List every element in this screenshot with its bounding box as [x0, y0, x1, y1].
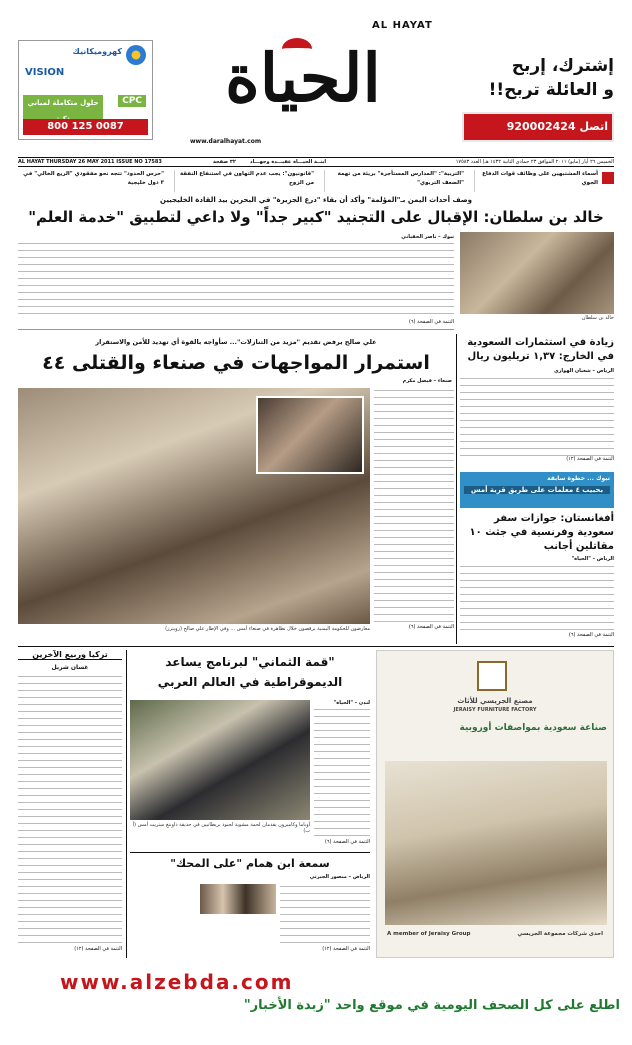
- date-bar: [18, 157, 614, 167]
- lead-caption: خالد بن سلطان: [581, 315, 614, 321]
- hammam-headline[interactable]: سمعة ابن همام "على المحك": [170, 857, 330, 870]
- tabook-ad[interactable]: [460, 472, 614, 508]
- g8-body: [314, 700, 370, 850]
- teaser-4-title: "حرس الحدود" تتجه نحو مفقودي "الريع الخالي" في ٣ دول خليجية: [23, 171, 164, 186]
- afghanistan-byline: الرياض – "الحياة": [571, 556, 614, 562]
- afghanistan-more[interactable]: التتمة في الصفحة (٦): [568, 632, 614, 638]
- promo-contact-bar[interactable]: [462, 112, 614, 142]
- economy-text-block: [460, 376, 614, 456]
- footer-banner[interactable]: [0, 964, 632, 1028]
- yemen-more[interactable]: التتمة في الصفحة (٦): [408, 624, 454, 630]
- furniture-footer: احدى شركات مجموعة الجريسي: [517, 931, 603, 937]
- yemen-headline[interactable]: استمرار المواجهات في صنعاء والقتلى ٤٤: [42, 352, 430, 374]
- furniture-logo-icon: [477, 661, 507, 691]
- turkey-divider: [126, 650, 127, 958]
- ad-cpc-logo: CPC: [118, 95, 146, 107]
- yemen-byline: صنعاء – فيصل مكرم: [402, 378, 452, 384]
- date-bar-left: AL HAYAT THURSDAY 26 MAY 2011 ISSUE NO 17583: [18, 159, 162, 165]
- turkey-text-block: [18, 674, 122, 946]
- tabook-ad-sub: بحبيب ٤ معلمات على طريق قرية أمس: [464, 486, 610, 494]
- ad-vision-text: VISION: [25, 67, 65, 78]
- g8-byline: لندن – "الحياة": [333, 700, 370, 706]
- footer-slogan: اطلع على كل الصحف اليومية في موقع واحد "زبدة الأخبار": [243, 998, 620, 1013]
- ad-tagline: حلول متكاملة لمباني: [23, 95, 103, 127]
- furniture-member: A member of Jeraisy Group: [387, 931, 471, 937]
- teaser-2-title: "التربية": "المدارس المستأجرة" بريئة من تهمة "الضعف التربوي": [337, 171, 464, 186]
- yemen-photo: [18, 388, 370, 624]
- date-bar-center: ابنــة الحيـــاة عقيـــدة وجهـــاد: [250, 159, 327, 165]
- turkey-body: [18, 674, 122, 958]
- date-bar-pages: ٣٢ صفحة: [213, 159, 236, 165]
- hammam-body: [130, 884, 370, 958]
- vision-icon: [126, 45, 146, 65]
- turkey-author: غسان شربل: [51, 664, 89, 671]
- lead-byline: تبوك – ناصر الحقباني: [401, 234, 454, 240]
- furniture-photo: [385, 761, 607, 925]
- furniture-headline: صناعة سعودية بمواصفات أوروبية: [459, 723, 607, 733]
- hammam-more[interactable]: التتمة في الصفحة (١٢): [322, 946, 370, 952]
- date-bar-right: الخميس ٢٦ أيار (مايو) ٢٠١١ الموافق ٢٣ جمادى الثانية ١٤٣٢ هـ) العدد ١٧٥٨٣: [455, 159, 614, 165]
- website-link[interactable]: www.daralhayat.com: [190, 138, 262, 145]
- promo-line-1: إشترك، إربح: [511, 56, 614, 76]
- afghanistan-text-block: [460, 564, 614, 632]
- furniture-brand-en: JERAISY FURNITURE FACTORY: [453, 707, 537, 713]
- turkey-header[interactable]: تركيا وربيع الآخرين: [18, 650, 122, 660]
- hammam-text-block: [280, 884, 370, 946]
- teaser-1-icon: [602, 172, 614, 184]
- furniture-brand-ar: مصنع الجريسي للأثاث: [457, 697, 533, 705]
- teaser-2[interactable]: [324, 170, 464, 192]
- furniture-ad[interactable]: [376, 650, 614, 958]
- teaser-3[interactable]: [174, 170, 314, 192]
- promo-contact: اتصل 920002424: [506, 120, 608, 133]
- promo-line-2: و العائلة تربح!!: [488, 80, 614, 100]
- yemen-kicker: علي صالح يرفض تقديم "مزيد من التنازلات"... سأواجه بالقوة أي تهديد للأمن والاستقرار: [95, 338, 377, 346]
- masthead-title: الحياة: [225, 39, 381, 117]
- lead-more[interactable]: التتمة في الصفحة (٦): [408, 319, 454, 325]
- teaser-3-title: "قانونيون": يجب عدم التهاون في استنفاع النفقة من الزوج: [179, 171, 314, 186]
- tabook-ad-title: تبوك ... خطوة سابقة: [547, 475, 610, 482]
- hammam-divider: [130, 852, 370, 853]
- ad-brand: كهروميكانيك: [72, 47, 122, 56]
- ad-phone: 800 125 0087: [23, 119, 148, 135]
- masthead: [0, 0, 632, 155]
- masthead-latin: AL HAYAT: [372, 20, 433, 31]
- g8-text-block: [314, 707, 370, 839]
- lead-body: [18, 234, 454, 330]
- footer-url[interactable]: www.alzebda.com: [60, 970, 294, 994]
- g8-caption: أوباما وكاميرون يقدمان لحمة مشوية لجنود بريطانيين في حديقة داوننغ ستريت أمس (أ ب): [132, 822, 310, 834]
- teaser-4[interactable]: [18, 170, 164, 192]
- teaser-1-title: أسماء المشتبهين على وظائف قوات الدفاع الجوي: [482, 171, 598, 186]
- yemen-inset-photo: [256, 396, 364, 474]
- economy-byline: الرياض – شعبان الهواري: [553, 368, 614, 374]
- afghanistan-body: [460, 564, 614, 644]
- turkey-more[interactable]: التتمة في الصفحة (١٢): [74, 946, 122, 952]
- lead-headline[interactable]: خالد بن سلطان: الإقبال على التجنيد "كبير جداً" ولا داعي لتطبيق "خدمة العلم": [28, 208, 604, 226]
- right-col-divider: [456, 334, 457, 644]
- lead-text-block: [18, 241, 454, 319]
- yemen-text-block: [374, 388, 454, 624]
- economy-headline[interactable]: زيادة في استثمارات السعودية في الخارج: ١,٣٧ تريليون ريال: [467, 337, 614, 362]
- hammam-byline: الرياض – منصور الجبرتي: [309, 874, 370, 880]
- g8-headline[interactable]: "قمة الثماني" لبرنامج يساعد الديموقراطية في العالم العربي: [157, 655, 343, 689]
- lead-photo: [460, 232, 614, 314]
- ad-vision-cpc[interactable]: [18, 40, 153, 140]
- lead-kicker: وصف أحداث اليمن بـ"المؤلمة" وأكد أن بقاء "درع الجزيرة" في البحرين بيد القادة الخليجيين: [160, 196, 472, 204]
- economy-body: [460, 376, 614, 468]
- economy-more[interactable]: التتمة في الصفحة (١٢): [566, 456, 614, 462]
- lower-divider: [18, 646, 614, 647]
- afghanistan-headline[interactable]: أفغانستان: جوازات سفر سعودية وفرنسية في جثث ١٠ مقاتلين أجانب: [469, 513, 614, 552]
- g8-photo: [130, 700, 310, 820]
- yemen-body: [374, 388, 454, 636]
- g8-more[interactable]: التتمة في الصفحة (٦): [324, 839, 370, 845]
- yemen-caption: معارضون للحكومة اليمنية يرقصون خلال تظاهرة في صنعاء أمس ... وفي الإطار علي صالح (رويترز): [165, 626, 370, 632]
- teaser-1[interactable]: [474, 170, 614, 192]
- teaser-strip: [18, 170, 614, 192]
